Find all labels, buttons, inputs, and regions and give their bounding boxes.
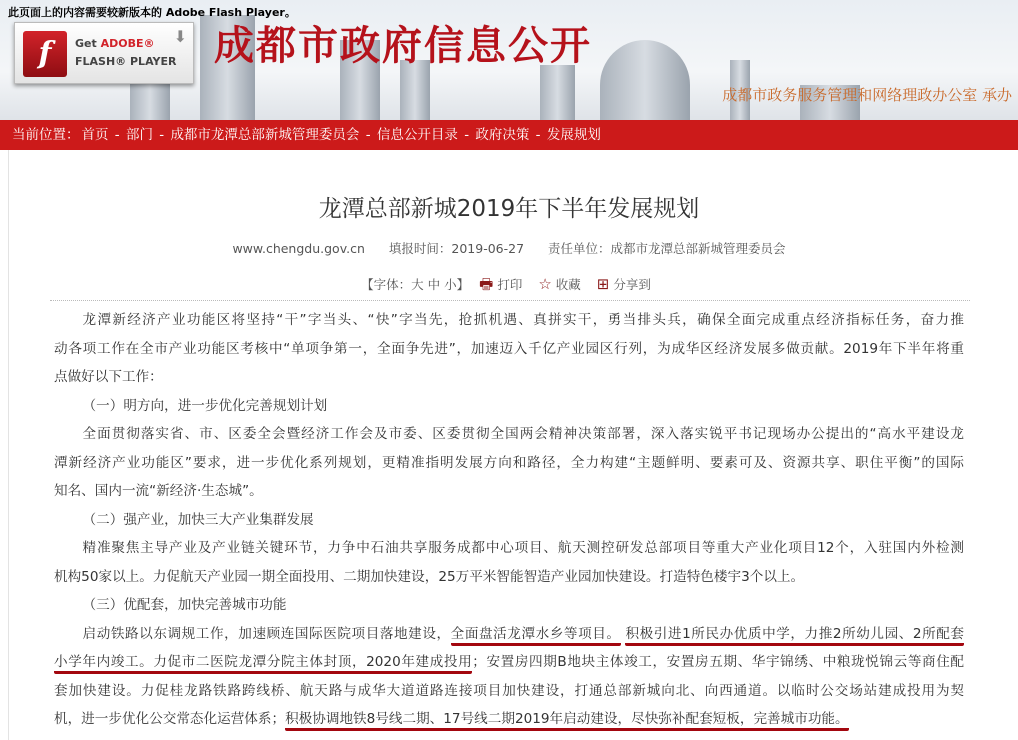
breadcrumb-separator: - xyxy=(361,127,375,143)
flash-logo-icon: f xyxy=(23,31,67,77)
article-site: www.chengdu.gov.cn xyxy=(232,241,365,256)
body-text: （一）明方向，进一步优化完善规划计划 xyxy=(82,397,328,414)
font-size-control xyxy=(361,277,469,292)
print-label: 打印 xyxy=(497,277,523,292)
body-text: 龙潭新经济产业功能区将坚持“干”字当头、“快”字当先，抢抓机遇、真拼实干，勇当排头兵，确保全面完成重点经济指标任务，奋力推 xyxy=(82,312,964,328)
font-large[interactable]: 大 xyxy=(411,277,424,292)
flash-get: Get xyxy=(75,37,101,50)
flash-button-text xyxy=(75,35,176,71)
font-medium[interactable]: 中 xyxy=(427,277,441,292)
breadcrumb xyxy=(0,120,1018,150)
article-title: 龙潭总部新城2019年下半年发展规划 xyxy=(318,196,700,222)
body-text-line xyxy=(54,420,964,449)
body-text: 机构50家以上。力促航天产业园一期全面投用、二期加快建设，25万平米智能智造产业园加快建设。打造特色楼宇3个以上。 xyxy=(54,568,805,585)
article-meta xyxy=(0,239,1018,257)
share-button[interactable] xyxy=(597,277,651,292)
flash-player: FLASH® PLAYER xyxy=(75,55,177,68)
body-text: 点做好以下工作： xyxy=(54,369,163,385)
breadcrumb-link[interactable]: 发展规划 xyxy=(546,127,601,143)
skyline-building xyxy=(540,65,575,120)
plus-box-icon: ⊞ xyxy=(596,275,610,293)
breadcrumb-separator: - xyxy=(110,127,124,143)
divider xyxy=(50,300,970,301)
body-text: 全面贯彻落实省、市、区委全会暨经济工作会及市委、区委贯彻全国两会精神决策部署，深入落实锐平书记现场办公提出的“高水平建设龙 xyxy=(82,426,964,442)
body-text: 精准聚焦主导产业及产业链关键环节，力争中石油共享服务成都中心项目、航天测控研发总部项目等重大产业化项目12个，入驻国内外检测 xyxy=(82,540,964,556)
font-label: 【字体： xyxy=(361,277,412,292)
body-text-line xyxy=(54,648,964,677)
highlighted-text: 小学年内竣工。力促市二医院龙潭分院主体封顶，2020年建成投用 xyxy=(54,654,472,674)
breadcrumb-separator: - xyxy=(154,127,169,143)
breadcrumb-link[interactable]: 信息公开目录 xyxy=(376,127,458,143)
body-text-line xyxy=(54,449,964,478)
site-title: 成都市政府信息公开 xyxy=(214,22,592,69)
body-text: （三）优配套，加快完善城市功能 xyxy=(82,597,287,613)
download-arrow-icon: ⬇ xyxy=(173,27,187,46)
printer-icon: 🖶 xyxy=(479,275,494,293)
body-text: 潭新经济产业功能区”要求，进一步优化系列规划，更精准指明发展方向和路径，全力构建“主题鲜明、要素可及、资源共享、职住平衡”的国际 xyxy=(54,454,964,471)
breadcrumb-link[interactable]: 部门 xyxy=(125,127,153,143)
body-text-line xyxy=(54,363,964,392)
body-text: 启动铁路以东调规工作，加速顾连国际医院项目落地建设， xyxy=(82,625,451,642)
breadcrumb-link[interactable]: 政府决策 xyxy=(475,127,530,143)
highlighted-text: 积极协调地铁8号线二期、17号线二期2019年启动建设，尽快弥补配套短板，完善城市功能。 xyxy=(285,711,849,731)
body-text-line xyxy=(54,335,964,364)
breadcrumb-link[interactable]: 首页 xyxy=(81,127,109,143)
body-text: 套加快建设。力促桂龙路铁路跨线桥、航天路与成华大道道路连接项目加快建设，打通总部新城向北、向西通道。以临时公交场站建成投用为契 xyxy=(54,682,964,699)
body-text-line xyxy=(54,677,964,706)
share-label: 分享到 xyxy=(613,277,651,292)
skyline-sculpture xyxy=(600,40,690,120)
article-tools xyxy=(0,274,1018,299)
body-text: 动各项工作在全市产业功能区考核中“单项争第一，全面争先进”，加速迈入千亿产业园区行列，为成华区经济发展多做贡献。2019年下半年将重 xyxy=(54,340,964,357)
body-text: 机，进一步优化公交常态化运营体系； xyxy=(54,711,286,727)
star-icon: ☆ xyxy=(538,275,552,293)
host-organization: 成都市政务服务管理和网络理政办公室 承办 xyxy=(722,86,1012,104)
breadcrumb-separator: - xyxy=(459,127,474,143)
body-text-line xyxy=(54,506,964,535)
body-text: （二）强产业，加快三大产业集群发展 xyxy=(82,511,314,528)
body-text-line xyxy=(54,392,964,421)
font-end: 】 xyxy=(456,277,470,292)
favorite-button[interactable] xyxy=(538,277,580,292)
breadcrumb-separator: - xyxy=(531,127,545,143)
breadcrumb-label: 当前位置： xyxy=(12,127,80,143)
breadcrumb-link[interactable]: 成都市龙潭总部新城管理委员会 xyxy=(170,127,360,143)
favorite-label: 收藏 xyxy=(555,277,581,292)
body-text: ；安置房四期B地块主体竣工，安置房五期、华宇锦绣、中粮珑悦锦云等商住配 xyxy=(472,654,965,670)
get-flash-player-button[interactable] xyxy=(14,22,194,84)
print-button[interactable] xyxy=(479,277,522,292)
highlighted-text: 全面盘活龙潭水乡等项目。 xyxy=(451,626,621,646)
body-text-line xyxy=(54,563,964,592)
highlighted-text: 积极引进1所民办优质中学，力推2所幼儿园、2所配套 xyxy=(625,626,964,646)
body-text-line xyxy=(54,477,964,506)
site-banner xyxy=(0,0,1018,120)
body-text-line xyxy=(54,306,964,335)
article-body xyxy=(54,306,964,734)
flash-adobe: ADOBE® xyxy=(100,37,155,50)
body-text-line xyxy=(54,534,964,563)
body-text-line xyxy=(54,705,964,734)
flash-notice: 此页面上的内容需要较新版本的 Adobe Flash Player。 xyxy=(8,6,296,19)
article-unit: 责任单位：成都市龙潭总部新城管理委员会 xyxy=(548,241,786,256)
font-small[interactable]: 小 xyxy=(444,277,457,292)
body-text-line xyxy=(54,591,964,620)
body-text: 知名、国内一流“新经济·生态城”。 xyxy=(54,483,263,499)
body-text-line xyxy=(54,620,964,649)
article-date: 填报时间：2019-06-27 xyxy=(388,241,525,256)
